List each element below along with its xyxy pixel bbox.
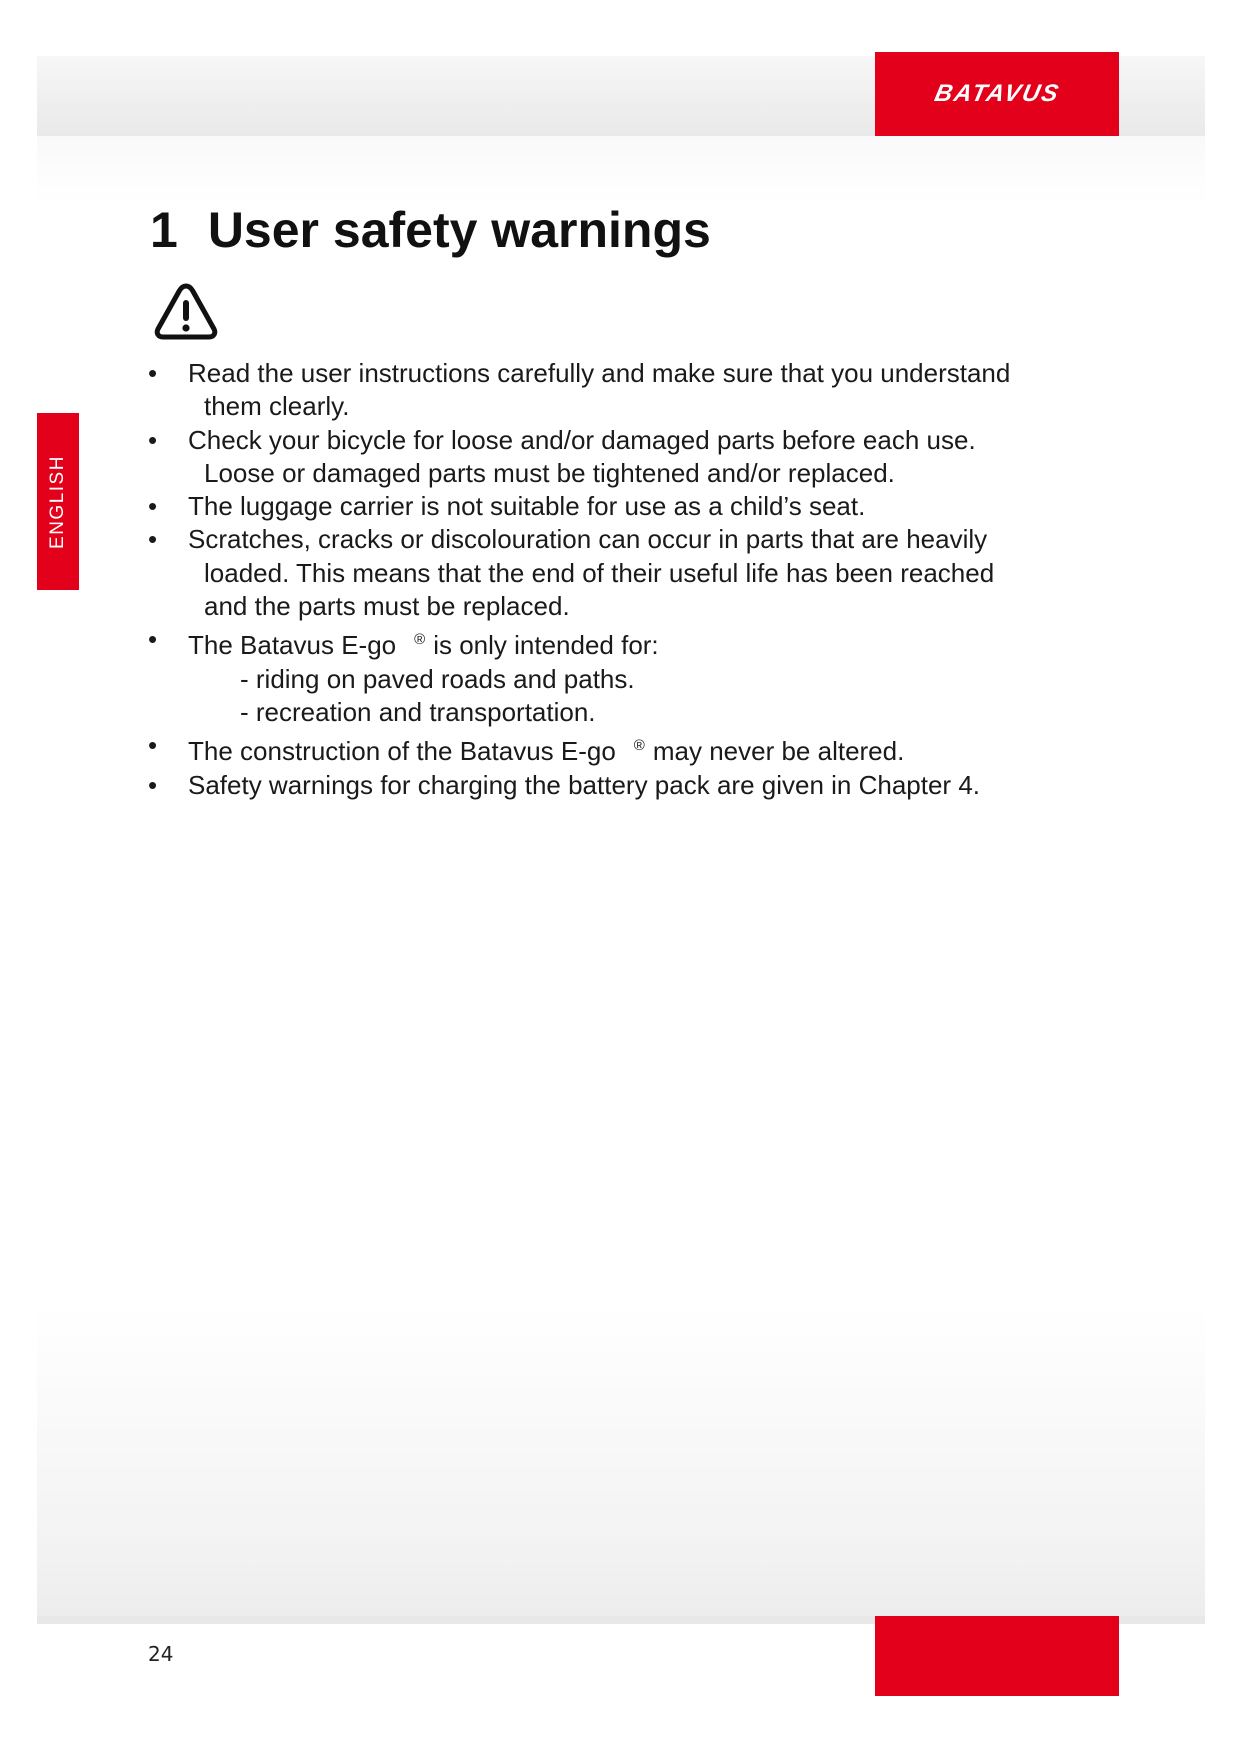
- section-title-text: User safety warnings: [207, 202, 711, 258]
- bullet: •: [148, 491, 158, 522]
- warning-text: [188, 623, 1078, 662]
- warning-text: Safety warnings for charging the battery pack are given in Chapter 4.: [188, 769, 980, 800]
- warning-text-part: The Batavus E-go: [188, 630, 397, 661]
- warning-text: them clearly.: [204, 391, 350, 422]
- brand-logo-text: BATAVUS: [931, 80, 1063, 107]
- warning-triangle-icon: [153, 282, 219, 340]
- bullet: •: [148, 524, 158, 555]
- warning-item: [148, 623, 1078, 729]
- warning-text-part: is only intended for:: [433, 630, 659, 661]
- warning-item: [148, 523, 1078, 623]
- warning-text: The luggage carrier is not suitable for use as a child’s seat.: [188, 491, 866, 522]
- section-title: [150, 201, 711, 259]
- registered-mark: ®: [633, 737, 645, 755]
- registered-mark: ®: [414, 631, 426, 649]
- warning-item: [148, 490, 1078, 523]
- warning-text-part: may never be altered.: [652, 736, 905, 767]
- safety-warnings-list: [148, 357, 1078, 802]
- warning-sub-item: - riding on paved roads and paths.: [240, 663, 635, 694]
- bullet: •: [148, 624, 158, 655]
- warning-sub-item: - recreation and transportation.: [240, 696, 596, 727]
- warning-item: [148, 729, 1078, 768]
- bullet: •: [148, 424, 158, 455]
- warning-item: [148, 357, 1078, 424]
- warning-text: and the parts must be replaced.: [204, 591, 570, 622]
- warning-text: Loose or damaged parts must be tightened and/or replaced.: [204, 457, 895, 488]
- language-tab: [37, 413, 79, 590]
- warning-text: [188, 729, 1078, 768]
- warning-text-part: The construction of the Batavus E-go: [188, 736, 616, 767]
- warning-text: Read the user instructions carefully and make sure that you understand: [188, 358, 1011, 388]
- bullet: •: [148, 358, 158, 388]
- brand-logo: [875, 52, 1119, 136]
- language-label: ENGLISH: [47, 454, 68, 549]
- warning-item: [148, 769, 1078, 802]
- warning-item: [148, 424, 1078, 491]
- page-number: 24: [148, 1642, 174, 1666]
- warning-text: Check your bicycle for loose and/or damaged parts before each use.: [188, 424, 976, 455]
- footer-brand-block: [875, 1616, 1119, 1696]
- section-number: 1: [150, 202, 178, 258]
- bullet: •: [148, 769, 158, 800]
- bullet: •: [148, 730, 158, 761]
- warning-text: loaded. This means that the end of their useful life has been reached: [204, 557, 995, 588]
- warning-text: Scratches, cracks or discolouration can occur in parts that are heavily: [188, 524, 988, 555]
